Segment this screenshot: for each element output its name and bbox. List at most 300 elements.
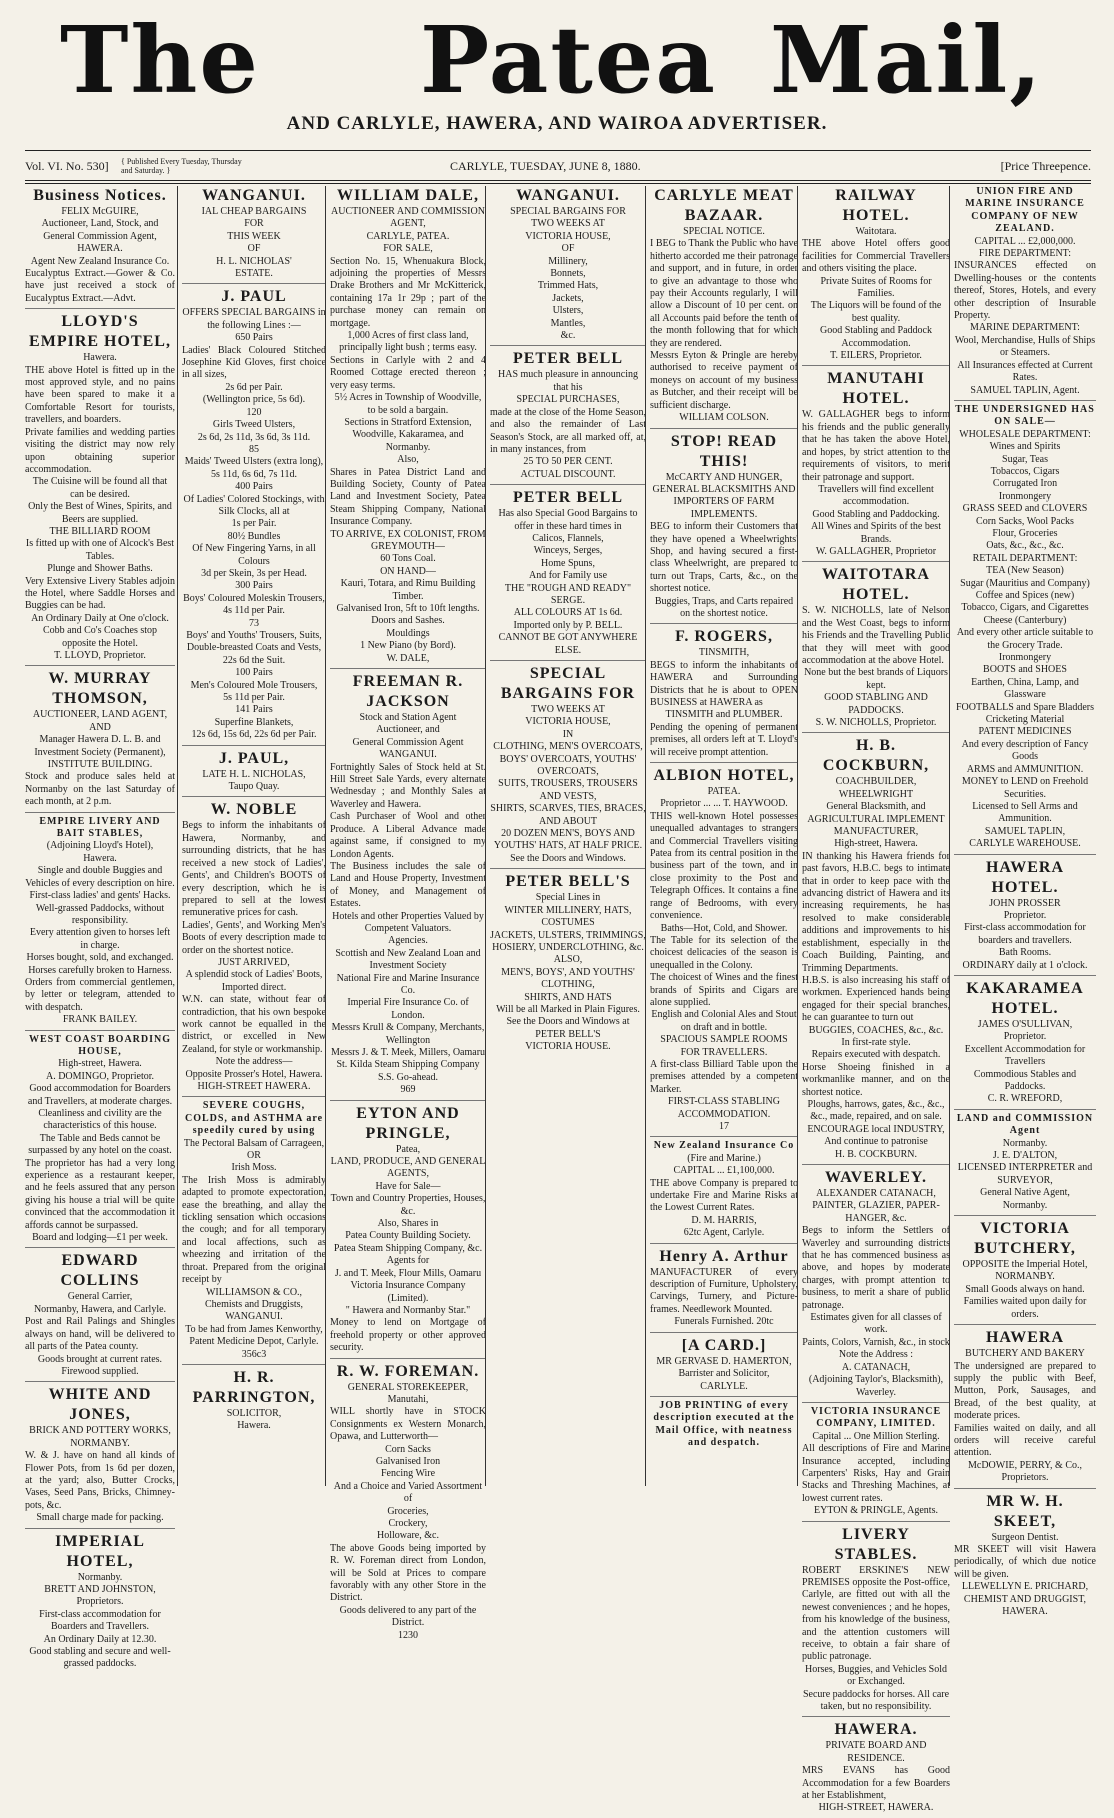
- advertisement: [182, 800, 326, 1097]
- ad-line: BEG to inform their Customers that they have opened a Wheelwrights' Shop, and having secured a first-class Wheelwright, are prepared to turn out Traps, Carts, &c., on the shortest notice.: [650, 521, 798, 595]
- ad-line: H.B.S. is also increasing his staff of workmen. Experienced hands being engaged for their special branches, he can guarantee to turn out: [802, 974, 950, 1024]
- ad-line: Horses bought, sold, and exchanged.: [26, 952, 174, 964]
- ad-heading: F. ROGERS,: [675, 628, 773, 646]
- ad-line: W. & J. have on hand all kinds of Flower Pots, from 1s 6d per dozen, at the yard; also, Butter Crocks, Vases, Seed Pans, Bricks, Chimney-pots, &c.: [25, 1450, 175, 1511]
- ad-line: Waverley.: [856, 1386, 896, 1398]
- ad-line: C. R. WREFORD,: [987, 1093, 1063, 1105]
- ad-heading: Business Notices.: [33, 187, 167, 204]
- ad-line: CAPITAL ... £1,100,000.: [673, 1165, 775, 1177]
- ad-line: VICTORIA HOUSE.: [525, 1041, 611, 1053]
- ad-line: IAL CHEAP BARGAINS: [201, 206, 307, 217]
- column-3: [325, 186, 486, 1641]
- ad-heading: PETER BELL'S: [505, 873, 631, 891]
- ad-line: General Carrier,: [67, 1291, 133, 1303]
- advertisement-columns: [25, 186, 1096, 1814]
- ad-line: I BEG to Thank the Public who have hitherto accorded me their patronage and support, and in future, in order to give an advantage to those who pay their Accounts regularly, I will allow a Discount of 10 per cent. on all Accounts paid before the tenth of the month following that for which they are rendered.: [650, 238, 798, 349]
- ad-line: OF: [561, 243, 575, 255]
- advertisement: [490, 186, 646, 346]
- ad-line: Patea,: [395, 1143, 421, 1155]
- ad-line: To be had from James Kenworthy, Patent Medicine Depot, Carlyle.: [185, 1323, 323, 1348]
- ad-heading: H. B. COCKBURN,: [822, 737, 930, 775]
- advertisement: [954, 979, 1096, 1110]
- info-bar-rule-double: [25, 183, 1091, 184]
- masthead-title-the: The: [60, 6, 260, 114]
- ad-line: None but the best brands of Liquors kept.: [804, 667, 948, 691]
- advertisement: [802, 1525, 950, 1718]
- ad-line: Commodious Stables and Paddocks.: [973, 1068, 1077, 1092]
- ad-line: Also,: [397, 454, 419, 466]
- ad-line: And every other article suitable to the Grocery Trade.: [956, 627, 1094, 651]
- ad-heading: HAWERA: [985, 1329, 1064, 1347]
- ad-line: Oats, &c., &c., &c.: [986, 540, 1064, 552]
- ad-line: BEGS to inform the inhabitants of HAWERA and Surrounding Districts that he is about to OPEN BUSINESS at HAWERA as: [650, 659, 798, 708]
- ad-line: In first-rate style.: [841, 1036, 911, 1048]
- ad-line: Licensed to Sell Arms and Ammunition.: [972, 800, 1078, 825]
- ad-line: Proprietors.: [76, 1596, 124, 1608]
- ad-line: Buggies, Traps, and Carts repaired on the shortest notice.: [654, 595, 794, 619]
- ad-heading: WHITE AND JONES,: [48, 1386, 152, 1424]
- ad-line: National Fire and Marine Insurance Co.: [336, 972, 480, 996]
- ad-line: Capital ... One Million Sterling.: [812, 1430, 940, 1442]
- ad-heading: WEST COAST BOARDING HOUSE,: [29, 1033, 171, 1057]
- ad-line: And every description of Fancy Goods: [961, 738, 1089, 763]
- ad-line: Horses, Buggies, and Vehicles Sold or Exchanged.: [804, 1663, 948, 1688]
- advertisement: [802, 1406, 950, 1522]
- ad-line: 300 Pairs: [235, 580, 273, 592]
- ad-line: FRANK BAILEY.: [62, 1014, 138, 1026]
- advertisement: [650, 186, 798, 429]
- ad-line: General Blacksmith, and: [826, 801, 926, 813]
- ad-line: Corn Sacks: [385, 1443, 431, 1455]
- ad-line: Pending the opening of permanent premises, all orders left at T. Lloyd's will receive prompt attention.: [650, 721, 798, 758]
- ad-line: Agencies.: [388, 935, 428, 947]
- ad-line: T. LLOYD, Proprietor.: [54, 650, 146, 661]
- ad-line: Money to lend on Mortgage of freehold property or other approved security.: [330, 1317, 486, 1354]
- ad-line: 141 Pairs: [235, 704, 273, 716]
- ad-line: 2s 6d per Pair.: [225, 381, 283, 393]
- ad-line: Sugar, Teas: [1002, 453, 1048, 465]
- info-bar: [25, 156, 1091, 178]
- advertisement: [954, 186, 1096, 401]
- column-1: [25, 186, 175, 1670]
- ad-line: THE BILLIARD ROOM: [49, 525, 151, 537]
- ad-line: And a Choice and Varied Assortment of: [333, 1480, 483, 1505]
- ad-line: HOSIERY, UNDERCLOTHING, &c.: [492, 941, 644, 953]
- ad-line: Flour, Groceries: [992, 527, 1058, 539]
- ad-line: LAND, PRODUCE, AND GENERAL AGENTS,: [330, 1156, 486, 1180]
- ad-heading: LIVERY STABLES.: [834, 1525, 918, 1563]
- ad-line: made at the close of the Home Season, and also the remainder of Last Season's Stock, are all marked off, at, in many instances, from: [490, 406, 646, 455]
- ad-line: HAWERA.: [1002, 1606, 1048, 1617]
- ad-line: Kauri, Totara, and Rimu Building Timber.: [340, 578, 476, 602]
- advertisement: [182, 749, 326, 798]
- ad-line: English and Colonial Ales and Stout on draft and in bottle.: [651, 1009, 797, 1033]
- ad-line: NORMANBY.: [995, 1271, 1055, 1283]
- ad-heading: VICTORIA INSURANCE COMPANY, LIMITED.: [810, 1405, 942, 1430]
- ad-line: W.N. can state, without fear of contradiction, that his own bespoke work cannot be equalled in the district, or excelled in New Zealand, for style or workmanship.: [182, 994, 326, 1055]
- advertisement: [954, 1113, 1096, 1216]
- ad-line: Jackets,: [552, 292, 584, 304]
- ad-line: Proprietor ... ... T. HAYWOOD.: [660, 798, 788, 810]
- ad-line: Every attention given to horses left in charge.: [29, 927, 171, 951]
- ad-line: All Wines and Spirits of the best Brands.: [811, 521, 941, 545]
- ad-heading: W. NOBLE: [210, 801, 298, 819]
- ad-line: Post and Rail Palings and Shingles always on hand, will be delivered to all parts of the Patea county.: [25, 1316, 175, 1353]
- ad-line: Board and lodging—£1 per week.: [32, 1232, 168, 1244]
- ad-line: 4s 11d per Pair.: [223, 605, 285, 617]
- masthead-title-patea: Patea: [420, 6, 717, 114]
- ad-line: Messrs J. & T. Meek, Millers, Oamaru: [330, 1047, 486, 1058]
- advertisement: [954, 1492, 1096, 1622]
- ad-heading: FREEMAN R. JACKSON: [352, 673, 464, 711]
- advertisement: [182, 186, 326, 284]
- advertisement: [650, 1247, 798, 1333]
- ad-line: Patea Steam Shipping Company, &c.: [333, 1242, 483, 1254]
- ad-line: Sugar (Mauritius and Company): [960, 577, 1090, 589]
- advertisement: [954, 404, 1096, 855]
- ad-line: VICTORIA HOUSE,: [525, 716, 611, 728]
- ad-line: Tobacco, Cigars, and Cigarettes: [961, 602, 1089, 614]
- masthead-rule: [25, 150, 1091, 151]
- ad-line: Small charge made for packing.: [36, 1512, 164, 1524]
- ad-line: Crockery,: [388, 1518, 428, 1529]
- ad-line: Families waited upon daily for orders.: [963, 1296, 1087, 1320]
- ad-line: Hawera.: [83, 852, 117, 864]
- advertisement: [954, 1219, 1096, 1325]
- ad-line: CARLYLE.: [700, 1380, 748, 1392]
- column-7: [949, 186, 1096, 1617]
- ad-line: Very Extensive Livery Stables adjoin the Hotel, where Saddle Horses and Buggies can be had.: [25, 575, 175, 612]
- ad-line: Single and double Buggies and Vehicles of every description on hire.: [25, 865, 175, 889]
- ad-line: The undersigned are prepared to supply the public with Beef, Mutton, Pork, Sausages, and Bread, of the best quality, at moderate prices.: [954, 1360, 1096, 1422]
- ad-line: Eucalyptus Extract.—Gower & Co. have just received a stock of Eucalyptus Extract.—Advt.: [25, 268, 175, 304]
- advertisement: [25, 1251, 175, 1382]
- ad-line: Irish Moss.: [231, 1162, 277, 1174]
- advertisement: [25, 816, 175, 1031]
- ad-line: Stock and produce sales held at Normanby on the last Saturday of each month, at 2 p.m.: [25, 771, 175, 808]
- ad-line: McDOWIE, PERRY, & Co., Proprietors.: [968, 1459, 1082, 1484]
- ad-heading: MANUTAHI HOTEL.: [827, 370, 925, 408]
- ad-line: CARLYLE WAREHOUSE.: [969, 838, 1081, 850]
- ad-line: W. DALE,: [386, 652, 430, 664]
- ad-line: Baths—Hot, Cold, and Shower.: [660, 922, 788, 934]
- ad-line: Trimmed Hats,: [537, 280, 599, 292]
- ad-line: Auctioneer, and: [376, 724, 440, 736]
- column-4: [485, 186, 646, 1486]
- ad-line: JUST ARRIVED,: [218, 956, 290, 968]
- ad-line: MEN'S, BOYS', AND YOUTHS' CLOTHING,: [501, 966, 635, 991]
- ad-line: FIRE DEPARTMENT:: [978, 248, 1072, 260]
- ad-line: Messrs Eyton & Pringle are hereby authorised to receive payment of moneys on account of my business as Butcher, and their receipt will be sufficient discharge.: [650, 350, 798, 411]
- ad-heading: EMPIRE LIVERY AND BAIT STABLES,: [39, 815, 161, 840]
- ad-line: Bath Rooms.: [998, 947, 1052, 959]
- ad-heading: R. W. FOREMAN.: [336, 1362, 480, 1380]
- ad-line: MARINE DEPARTMENT:: [970, 322, 1080, 334]
- advertisement: [25, 312, 175, 666]
- ad-line: Families waited on daily, and all orders will receive careful attention.: [954, 1422, 1096, 1459]
- ad-line: 5½ Acres in Township of Woodville, to be sold a bargain.: [334, 392, 482, 416]
- ad-line: Tobaccos, Cigars: [990, 465, 1060, 477]
- ad-line: 650 Pairs: [235, 332, 273, 344]
- ad-line: Horses carefully broken to Harness.: [28, 964, 172, 976]
- ad-line: 400 Pairs: [235, 481, 273, 493]
- ad-line: Stock and Station Agent: [359, 712, 457, 724]
- ad-line: SPECIAL NOTICE.: [683, 226, 765, 237]
- ad-line: See the Doors and Windows at: [506, 1016, 630, 1028]
- ad-line: TWO WEEKS AT: [531, 704, 605, 715]
- ad-heading: SPECIAL BARGAINS FOR: [500, 665, 636, 702]
- ad-line: ARMS and AMMUNITION.: [966, 763, 1084, 775]
- ad-line: AND: [89, 721, 111, 733]
- ad-line: 17: [719, 1121, 729, 1132]
- ad-line: SAMUEL TAPLIN,: [984, 825, 1066, 837]
- ad-line: Ulsters,: [552, 305, 584, 317]
- column-5: [645, 186, 798, 1486]
- ad-line: &c.: [560, 330, 576, 342]
- ad-line: J. and T. Meek, Flour Mills, Oamaru: [334, 1267, 482, 1279]
- ad-line: Cash Purchaser of Wool and other Produce. A Liberal Advance made against same, if consigned to my London Agents.: [330, 811, 486, 860]
- ad-line: TWO WEEKS AT: [531, 218, 605, 230]
- ad-line: Funerals Furnished. 20tc: [674, 1316, 774, 1328]
- ad-line: WANGANUI.: [225, 1311, 283, 1323]
- ad-line: AUCTIONEER, LAND AGENT,: [32, 709, 168, 721]
- ad-line: St. Kilda Steam Shipping Company: [336, 1059, 480, 1071]
- ad-heading: SEVERE COUGHS, COLDS, and ASTHMA are speedily cured by using: [184, 1100, 324, 1137]
- ad-line: SOLICITOR,: [226, 1407, 282, 1419]
- ad-line: Hawera.: [83, 352, 117, 364]
- ad-line: HIGH-STREET HAWERA.: [197, 1081, 311, 1092]
- advertisement: [490, 872, 646, 1056]
- ad-heading: LAND and COMMISSION Agent: [956, 1112, 1094, 1137]
- ad-line: GENERAL STOREKEEPER,: [347, 1381, 469, 1393]
- ad-line: 969: [400, 1084, 416, 1096]
- ad-line: The Table for its selection of the choicest delicacies of the season is unequalled in the Colony.: [650, 934, 798, 971]
- ad-line: BOOTS and SHOES: [983, 664, 1067, 676]
- ad-line: Shares in Patea District Land and Building Society, County of Patea Land and Investment Society, Patea Steam Shipping Company, National Insurance Company.: [330, 466, 486, 528]
- ad-line: Girls Tweed Ulsters,: [212, 419, 296, 431]
- ad-line: Corrugated Iron: [992, 478, 1058, 490]
- ad-line: The above Goods being imported by R. W. Foreman direct from London, will be Sold at Prices to compare favorably with any other Store in the District.: [330, 1542, 486, 1604]
- ad-line: Will be all Marked in Plain Figures.: [496, 1003, 640, 1015]
- ad-line: Good Stabling and Paddock Accommodation.: [820, 325, 932, 349]
- column-2: [177, 186, 326, 1486]
- ad-line: Good stabling and secure and well-grassed paddocks.: [29, 1646, 171, 1670]
- ad-heading: RAILWAY HOTEL.: [835, 187, 917, 224]
- ad-line: EYTON & PRINGLE, Agents.: [814, 1505, 938, 1517]
- ad-line: SAMUEL TAPLIN, Agent.: [970, 384, 1080, 396]
- ad-line: Chemists and Druggists,: [204, 1298, 304, 1310]
- advertisement: [182, 287, 326, 745]
- ad-line: Hawera.: [237, 1420, 271, 1432]
- ad-line: W. GALLAGHER, Proprietor: [815, 545, 937, 557]
- ad-line: FIRST-CLASS STABLING ACCOMMODATION.: [668, 1096, 780, 1120]
- ad-line: Mouldings: [386, 627, 430, 639]
- ad-line: THIS well-known Hotel possesses unequalled advantages to strangers and Commercial Travellers visiting Patea from its central position in the business part of the town, and in close proximity to the Post and Telegraph Offices. It contains a fine range of Bedrooms, with every convenience.: [650, 810, 798, 922]
- ad-line: VICTORIA HOUSE,: [525, 230, 611, 242]
- ad-line: Normanby.: [1002, 1137, 1048, 1149]
- ad-line: MRS EVANS has Good Accommodation for a few Boarders at her Establishment,: [802, 1765, 950, 1802]
- ad-line: 120: [246, 406, 262, 418]
- ad-line: General Commission Agent: [352, 736, 464, 748]
- ad-line: Agents for: [386, 1255, 430, 1267]
- advertisement: [802, 186, 950, 366]
- ad-heading: WAVERLEY.: [825, 1169, 927, 1186]
- advertisement: [650, 627, 798, 763]
- ad-line: Holloware, &c.: [377, 1530, 439, 1542]
- ad-line: Of New Fingering Yarns, in all Colours: [192, 543, 316, 567]
- advertisement: [802, 565, 950, 733]
- ad-heading: HAWERA.: [834, 1721, 918, 1739]
- ad-line: LLEWELLYN E. PRICHARD,: [961, 1581, 1089, 1593]
- ad-line: SUITS, TROUSERS, TROUSERS AND VESTS,: [498, 778, 638, 802]
- ad-line: Goods delivered to any part of the District.: [339, 1604, 477, 1629]
- ad-line: 1s per Pair.: [231, 518, 277, 530]
- ad-line: Earthen, China, Lamp, and Glassware: [971, 676, 1079, 701]
- ad-line: NORMANBY.: [70, 1437, 130, 1449]
- ad-line: FOOTBALLS and Spare Bladders: [955, 701, 1095, 713]
- ad-line: Wines and Spirits: [989, 441, 1061, 453]
- ad-line: Paints, Colors, Varnish, &c., in stock: [802, 1336, 950, 1348]
- ad-line: All Insurances effected at Current Rates.: [957, 359, 1093, 384]
- ad-line: Surgeon Dentist.: [991, 1531, 1059, 1543]
- ad-line: Fencing Wire: [380, 1468, 436, 1480]
- ad-line: Millinery,: [548, 255, 588, 267]
- ad-line: Estimates given for all classes of work.: [810, 1312, 942, 1336]
- ad-line: Only the Best of Wines, Spirits, and Beers are supplied.: [28, 501, 172, 525]
- ad-line: The Cuisine will be found all that can be desired.: [32, 476, 168, 500]
- ad-line: THE above Company is prepared to undertake Fire and Marine Risks at the Lowest Current Rates.: [650, 1177, 798, 1214]
- ad-line: Begs to inform the Settlers of Waverley and surrounding districts that he has commenced business as above, and hopes by moderate charges, with prompt attention to business, to merit a share of public patronage.: [802, 1225, 950, 1311]
- ad-line: COACHBUILDER, WHEELWRIGHT: [835, 776, 917, 800]
- ad-line: The proprietor has had a very long experience as a restaurant keeper, and he feels assured that any person giving his house a trial will be quite convinced that the accommodation it affords cannot be surpassed.: [25, 1157, 175, 1231]
- ad-heading: MR W. H. SKEET,: [986, 1492, 1064, 1530]
- ad-heading: PETER BELL: [512, 350, 624, 368]
- ad-line: HAS much pleasure in announcing that his: [498, 369, 638, 393]
- ad-line: A splendid stock of Ladies' Boots, Imported direct.: [185, 969, 323, 993]
- advertisement: [25, 1385, 175, 1528]
- ad-line: Private families and wedding parties visiting the district may now rely upon obtaining superior accommodation.: [25, 426, 175, 475]
- ad-line: Manutahi,: [387, 1393, 429, 1405]
- ad-line: HAWERA.: [77, 243, 123, 255]
- ad-line: Of Ladies' Colored Stockings, with Silk Clocks, all at: [183, 493, 325, 517]
- ad-line: TINSMITH and PLUMBER.: [665, 709, 783, 721]
- ad-line: Boys' and Youths' Trousers, Suits, Double-breasted Coats and Vests,: [186, 630, 322, 654]
- ad-heading: J. PAUL,: [218, 749, 290, 767]
- ad-line: Winceys, Serges,: [533, 545, 603, 557]
- ad-line: High-street, Hawera.: [834, 838, 918, 850]
- ad-line: ENCOURAGE local INDUSTRY,: [807, 1123, 945, 1135]
- ad-line: TINSMITH,: [698, 647, 750, 659]
- ad-line: PETER BELL'S: [535, 1028, 601, 1040]
- dateline: CARLYLE, TUESDAY, JUNE 8, 1880.: [450, 159, 641, 173]
- ad-line: Calicos, Flannels,: [532, 532, 604, 544]
- ad-heading: J. PAUL: [221, 288, 287, 306]
- ad-line: LICENSED INTERPRETER and SURVEYOR,: [957, 1162, 1093, 1186]
- ad-line: Wool, Merchandise, Hulls of Ships or Steamers.: [954, 334, 1096, 359]
- ad-line: WANGANUI.: [379, 749, 437, 761]
- ad-line: H. B. COCKBURN.: [835, 1148, 917, 1160]
- ad-line: The Pectoral Balsam of Carrageen,: [183, 1137, 325, 1149]
- ad-line: Travellers will find excellent accommodation.: [818, 483, 934, 508]
- ad-line: IN thanking his Hawera friends for past favors, H.B.C. begs to intimate that in order to keep pace with the advancing district of Hawera and its increasing requirements, he has resolved to make considerable additions and improvements to his establishment, especially in the Coach Building, Painting, and Trimming Departments.: [802, 850, 950, 974]
- ad-heading: EDWARD COLLINS: [60, 1252, 140, 1290]
- ad-heading: HAWERA HOTEL.: [985, 858, 1064, 896]
- masthead-title-mail: Mail,: [770, 6, 1044, 114]
- ad-line: A. DOMINGO, Proprietor.: [45, 1070, 155, 1082]
- ad-line: JAMES O'SULLIVAN,: [977, 1018, 1073, 1030]
- advertisement: [490, 488, 646, 661]
- ad-heading: [A CARD.]: [681, 1336, 767, 1354]
- ad-line: H. L. NICHOLAS': [216, 255, 292, 267]
- ad-line: McCARTY AND HUNGER,: [665, 471, 783, 483]
- ad-line: OR: [247, 1150, 261, 1162]
- ad-line: Corn Sacks, Wool Packs: [976, 515, 1074, 527]
- ad-line: S.S. Go-ahead.: [378, 1071, 438, 1083]
- ad-line: GENERAL BLACKSMITHS AND IMPORTERS OF FARM IMPLEMENTS.: [652, 483, 796, 520]
- ad-line: (Adjoining Lloyd's Hotel),: [46, 840, 154, 852]
- advertisement: [650, 1140, 798, 1243]
- ad-line: Manager Hawera D. L. B. and Investment Society (Permanent),: [34, 734, 166, 758]
- ad-line: First-class accommodation for Boarders and Travellers.: [39, 1608, 161, 1633]
- ad-line: S. W. NICHOLLS, late of Nelson and the West Coast, begs to inform his Friends and the Travelling Public that they will meet with good accommodation at the above Hotel.: [802, 605, 950, 666]
- advertisement: [182, 1368, 326, 1436]
- ad-heading: W. MURRAY THOMSON,: [48, 670, 152, 708]
- ad-line: An Ordinary Daily at One o'clock.: [31, 612, 169, 624]
- advertisement: [25, 669, 175, 812]
- ad-line: 2s 6d, 2s 11d, 3s 6d, 3s 11d.: [197, 431, 311, 443]
- ad-line: Men's Coloured Mole Trousers,: [190, 679, 318, 691]
- ad-line: Goods brought at current rates.: [37, 1353, 163, 1365]
- ad-line: LATE H. L. NICHOLAS,: [202, 768, 306, 780]
- ad-heading: PETER BELL: [512, 489, 624, 507]
- ad-line: RETAIL DEPARTMENT:: [972, 552, 1078, 564]
- ad-line: High-street, Hawera.: [58, 1058, 142, 1070]
- ad-line: Note the address—: [215, 1056, 293, 1068]
- ad-line: A. CATANACH,: [841, 1361, 911, 1373]
- ad-line: The Liquors will be found of the best quality.: [810, 300, 942, 324]
- ad-line: Maids' Tweed Ulsters (extra long),: [184, 456, 324, 468]
- ad-line: BRETT AND JOHNSTON,: [44, 1583, 156, 1595]
- ad-heading: JOB PRINTING of every description executed at the Mail Office, with neatness and despatch.: [653, 1399, 795, 1449]
- ad-line: Special Lines in: [535, 892, 601, 904]
- ad-line: MANUFACTURER of every description of Furniture, Upholstery, Carvings, Turnery, and Picture-frames. Needlework Mounted.: [650, 1266, 798, 1315]
- ad-line: TEA (New Season): [986, 565, 1064, 577]
- advertisement: [182, 1100, 326, 1365]
- ad-line: Victoria Insurance Company (Limited).: [350, 1280, 466, 1304]
- ad-line: Has also Special Good Bargains to offer in these hard times in: [498, 508, 638, 532]
- ad-line: Opposite Prosser's Hotel, Hawera.: [185, 1068, 323, 1080]
- advertisement: [25, 1034, 175, 1249]
- ad-heading: STOP! READ THIS!: [670, 432, 778, 470]
- ad-heading: EYTON AND PRINGLE,: [356, 1104, 460, 1142]
- advertisement: [650, 1336, 798, 1397]
- ad-line: Sections in Stratford Extension, Woodville, Kakaramea, and Normanby.: [344, 416, 472, 453]
- ad-line: AUCTIONEER AND COMMISSION AGENT,: [331, 206, 485, 230]
- ad-line: 62tc Agent, Carlyle.: [683, 1227, 765, 1239]
- ad-line: Small Goods always on hand.: [965, 1283, 1085, 1295]
- ad-line: Well-grassed Paddocks, without responsibility.: [35, 902, 165, 926]
- ad-line: Waitotara.: [855, 226, 897, 237]
- ad-line: Note the Address :: [838, 1349, 914, 1361]
- ad-line: Cheese (Canterbury): [983, 614, 1067, 626]
- advertisement: [330, 186, 486, 669]
- ad-line: ORDINARY daily at 1 o'clock.: [962, 959, 1088, 971]
- advertisement: [802, 369, 950, 562]
- ad-heading: IMPERIAL HOTEL,: [55, 1532, 145, 1570]
- ad-heading: Henry A. Arthur: [659, 1247, 789, 1265]
- masthead-subtitle: AND CARLYLE, HAWERA, AND WAIROA ADVERTISER.: [286, 113, 828, 134]
- ad-line: Orders from commercial gentlemen, by letter or telegram, attended to with despatch.: [25, 976, 175, 1013]
